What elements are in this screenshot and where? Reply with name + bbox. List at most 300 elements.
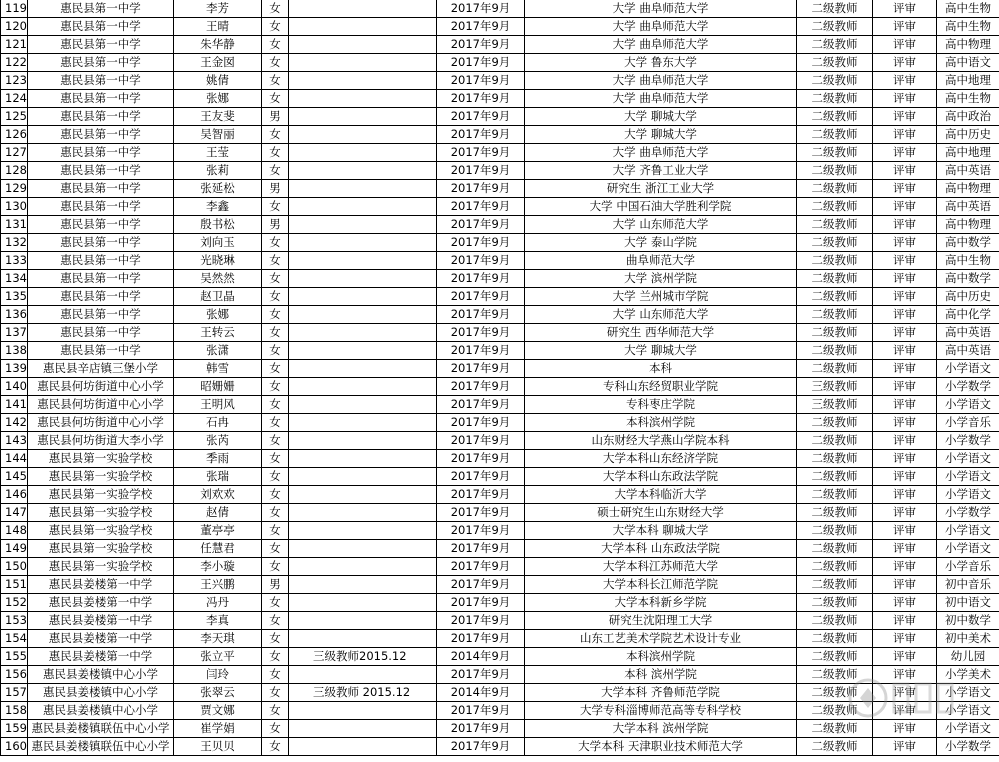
gender-cell: 女 — [262, 630, 289, 648]
title-cell: 二级教师 — [797, 126, 873, 144]
name-cell: 张潇 — [174, 342, 262, 360]
education-cell: 山东财经大学燕山学院本科 — [525, 432, 797, 450]
note-cell — [289, 396, 437, 414]
note-cell — [289, 738, 437, 756]
method-cell: 评审 — [873, 630, 937, 648]
name-cell: 冯丹 — [174, 594, 262, 612]
table-row — [1, 630, 999, 648]
education-cell: 大学专科淄博师范高等专科学校 — [525, 702, 797, 720]
note-cell — [289, 270, 437, 288]
school-cell: 惠民县姜楼镇中心小学 — [28, 684, 174, 702]
note-cell — [289, 612, 437, 630]
gender-cell: 女 — [262, 504, 289, 522]
subject-cell: 小学语文 — [937, 360, 999, 378]
subject-cell: 小学语文 — [937, 468, 999, 486]
name-cell: 刘欢欢 — [174, 486, 262, 504]
method-cell: 评审 — [873, 414, 937, 432]
title-cell: 二级教师 — [797, 594, 873, 612]
note-cell — [289, 162, 437, 180]
note-cell — [289, 378, 437, 396]
school-cell: 惠民县第一中学 — [28, 72, 174, 90]
title-cell: 二级教师 — [797, 702, 873, 720]
row-number: 142 — [1, 414, 28, 432]
subject-cell: 小学美术 — [937, 666, 999, 684]
date-cell: 2017年9月 — [437, 126, 525, 144]
gender-cell: 女 — [262, 324, 289, 342]
school-cell: 惠民县第一中学 — [28, 252, 174, 270]
row-number: 135 — [1, 288, 28, 306]
note-cell — [289, 144, 437, 162]
date-cell: 2017年9月 — [437, 0, 525, 18]
subject-cell: 幼儿园 — [937, 648, 999, 666]
table-row — [1, 738, 999, 756]
title-cell: 二级教师 — [797, 0, 873, 18]
note-cell — [289, 594, 437, 612]
method-cell: 评审 — [873, 432, 937, 450]
school-cell: 惠民县姜楼第一中学 — [28, 576, 174, 594]
table-row — [1, 378, 999, 396]
education-cell: 大学本科山东经济学院 — [525, 450, 797, 468]
row-number: 152 — [1, 594, 28, 612]
education-cell: 大学 曲阜师范大学 — [525, 0, 797, 18]
title-cell: 二级教师 — [797, 360, 873, 378]
title-cell: 三级教师 — [797, 396, 873, 414]
gender-cell: 女 — [262, 198, 289, 216]
row-number: 122 — [1, 54, 28, 72]
name-cell: 张翠云 — [174, 684, 262, 702]
date-cell: 2014年9月 — [437, 684, 525, 702]
method-cell: 评审 — [873, 306, 937, 324]
school-cell: 惠民县姜楼镇联伍中心小学 — [28, 738, 174, 756]
school-cell: 惠民县姜楼第一中学 — [28, 648, 174, 666]
school-cell: 惠民县第一中学 — [28, 54, 174, 72]
note-cell — [289, 486, 437, 504]
note-cell — [289, 90, 437, 108]
note-cell — [289, 414, 437, 432]
education-cell: 本科 滨州学院 — [525, 666, 797, 684]
table-row — [1, 180, 999, 198]
method-cell: 评审 — [873, 288, 937, 306]
method-cell: 评审 — [873, 396, 937, 414]
name-cell: 李小璇 — [174, 558, 262, 576]
subject-cell: 小学语文 — [937, 540, 999, 558]
gender-cell: 女 — [262, 648, 289, 666]
method-cell: 评审 — [873, 0, 937, 18]
name-cell: 殷书松 — [174, 216, 262, 234]
subject-cell: 高中历史 — [937, 288, 999, 306]
subject-cell: 高中数学 — [937, 234, 999, 252]
method-cell: 评审 — [873, 504, 937, 522]
school-cell: 惠民县姜楼第一中学 — [28, 630, 174, 648]
row-number: 150 — [1, 558, 28, 576]
education-cell: 硕士研究生山东财经大学 — [525, 504, 797, 522]
title-cell: 二级教师 — [797, 432, 873, 450]
row-number: 139 — [1, 360, 28, 378]
name-cell: 王明风 — [174, 396, 262, 414]
gender-cell: 女 — [262, 288, 289, 306]
note-cell — [289, 324, 437, 342]
subject-cell: 小学语文 — [937, 486, 999, 504]
table-row — [1, 324, 999, 342]
method-cell: 评审 — [873, 234, 937, 252]
school-cell: 惠民县第一实验学校 — [28, 486, 174, 504]
table-row — [1, 90, 999, 108]
date-cell: 2017年9月 — [437, 702, 525, 720]
education-cell: 大学 兰州城市学院 — [525, 288, 797, 306]
row-number: 136 — [1, 306, 28, 324]
name-cell: 张立平 — [174, 648, 262, 666]
gender-cell: 女 — [262, 252, 289, 270]
school-cell: 惠民县何坊街道大李小学 — [28, 432, 174, 450]
method-cell: 评审 — [873, 144, 937, 162]
row-number: 119 — [1, 0, 28, 18]
note-cell — [289, 18, 437, 36]
title-cell: 二级教师 — [797, 252, 873, 270]
education-cell: 大学本科 齐鲁师范学院 — [525, 684, 797, 702]
method-cell: 评审 — [873, 252, 937, 270]
school-cell: 惠民县第一中学 — [28, 216, 174, 234]
education-cell: 大学 齐鲁工业大学 — [525, 162, 797, 180]
note-cell — [289, 666, 437, 684]
title-cell: 二级教师 — [797, 576, 873, 594]
table-row — [1, 288, 999, 306]
school-cell: 惠民县第一实验学校 — [28, 522, 174, 540]
method-cell: 评审 — [873, 270, 937, 288]
gender-cell: 女 — [262, 702, 289, 720]
subject-cell: 初中美术 — [937, 630, 999, 648]
subject-cell: 高中政治 — [937, 108, 999, 126]
gender-cell: 女 — [262, 90, 289, 108]
gender-cell: 女 — [262, 486, 289, 504]
date-cell: 2017年9月 — [437, 180, 525, 198]
education-cell: 大学 聊城大学 — [525, 126, 797, 144]
school-cell: 惠民县何坊街道中心小学 — [28, 378, 174, 396]
table-row — [1, 396, 999, 414]
name-cell: 赵卫晶 — [174, 288, 262, 306]
method-cell: 评审 — [873, 612, 937, 630]
title-cell: 二级教师 — [797, 216, 873, 234]
note-cell — [289, 108, 437, 126]
school-cell: 惠民县姜楼镇中心小学 — [28, 666, 174, 684]
note-cell: 三级教师2015.12 — [289, 648, 437, 666]
table-row — [1, 306, 999, 324]
gender-cell: 女 — [262, 36, 289, 54]
method-cell: 评审 — [873, 162, 937, 180]
subject-cell: 高中地理 — [937, 72, 999, 90]
note-cell — [289, 450, 437, 468]
name-cell: 昭姗姗 — [174, 378, 262, 396]
school-cell: 惠民县第一实验学校 — [28, 450, 174, 468]
method-cell: 评审 — [873, 126, 937, 144]
table-row — [1, 522, 999, 540]
gender-cell: 女 — [262, 342, 289, 360]
education-cell: 研究生沈阳理工大学 — [525, 612, 797, 630]
education-cell: 大学 泰山学院 — [525, 234, 797, 252]
school-cell: 惠民县姜楼镇联伍中心小学 — [28, 720, 174, 738]
education-cell: 研究生 西华师范大学 — [525, 324, 797, 342]
school-cell: 惠民县姜楼镇中心小学 — [28, 702, 174, 720]
note-cell — [289, 576, 437, 594]
school-cell: 惠民县第一中学 — [28, 36, 174, 54]
subject-cell: 小学语文 — [937, 450, 999, 468]
gender-cell: 女 — [262, 162, 289, 180]
row-number: 123 — [1, 72, 28, 90]
school-cell: 惠民县姜楼第一中学 — [28, 594, 174, 612]
date-cell: 2017年9月 — [437, 558, 525, 576]
school-cell: 惠民县第一中学 — [28, 180, 174, 198]
name-cell: 吴智丽 — [174, 126, 262, 144]
date-cell: 2017年9月 — [437, 576, 525, 594]
table-row — [1, 684, 999, 702]
education-cell: 山东工艺美术学院艺术设计专业 — [525, 630, 797, 648]
title-cell: 二级教师 — [797, 108, 873, 126]
gender-cell: 女 — [262, 396, 289, 414]
subject-cell: 小学数学 — [937, 504, 999, 522]
method-cell: 评审 — [873, 36, 937, 54]
table-row — [1, 144, 999, 162]
table-row — [1, 18, 999, 36]
subject-cell: 小学语文 — [937, 522, 999, 540]
title-cell: 二级教师 — [797, 342, 873, 360]
gender-cell: 女 — [262, 738, 289, 756]
gender-cell: 女 — [262, 144, 289, 162]
date-cell: 2017年9月 — [437, 198, 525, 216]
education-cell: 大学本科山东政法学院 — [525, 468, 797, 486]
note-cell — [289, 360, 437, 378]
subject-cell: 小学语文 — [937, 684, 999, 702]
date-cell: 2017年9月 — [437, 468, 525, 486]
table-row — [1, 36, 999, 54]
note-cell — [289, 126, 437, 144]
row-number: 133 — [1, 252, 28, 270]
subject-cell: 高中生物 — [937, 0, 999, 18]
education-cell: 大学本科 聊城大学 — [525, 522, 797, 540]
subject-cell: 高中化学 — [937, 306, 999, 324]
name-cell: 张瑞 — [174, 468, 262, 486]
gender-cell: 女 — [262, 270, 289, 288]
note-cell — [289, 702, 437, 720]
subject-cell: 初中音乐 — [937, 576, 999, 594]
education-cell: 大学本科新乡学院 — [525, 594, 797, 612]
title-cell: 二级教师 — [797, 522, 873, 540]
row-number: 156 — [1, 666, 28, 684]
name-cell: 刘向玉 — [174, 234, 262, 252]
table-row — [1, 72, 999, 90]
school-cell: 惠民县第一实验学校 — [28, 468, 174, 486]
date-cell: 2017年9月 — [437, 324, 525, 342]
method-cell: 评审 — [873, 576, 937, 594]
method-cell: 评审 — [873, 486, 937, 504]
date-cell: 2017年9月 — [437, 72, 525, 90]
gender-cell: 女 — [262, 720, 289, 738]
note-cell — [289, 216, 437, 234]
title-cell: 二级教师 — [797, 684, 873, 702]
note-cell — [289, 432, 437, 450]
date-cell: 2017年9月 — [437, 594, 525, 612]
method-cell: 评审 — [873, 702, 937, 720]
note-cell — [289, 252, 437, 270]
method-cell: 评审 — [873, 648, 937, 666]
name-cell: 韩雪 — [174, 360, 262, 378]
school-cell: 惠民县辛店镇三堡小学 — [28, 360, 174, 378]
education-cell: 本科 — [525, 360, 797, 378]
name-cell: 任慧君 — [174, 540, 262, 558]
education-cell: 大学 中国石油大学胜利学院 — [525, 198, 797, 216]
date-cell: 2017年9月 — [437, 486, 525, 504]
table-row — [1, 198, 999, 216]
date-cell: 2017年9月 — [437, 738, 525, 756]
school-cell: 惠民县第一实验学校 — [28, 540, 174, 558]
note-cell — [289, 306, 437, 324]
note-cell — [289, 468, 437, 486]
gender-cell: 女 — [262, 72, 289, 90]
education-cell: 专科枣庄学院 — [525, 396, 797, 414]
gender-cell: 女 — [262, 594, 289, 612]
method-cell: 评审 — [873, 108, 937, 126]
row-number: 157 — [1, 684, 28, 702]
method-cell: 评审 — [873, 522, 937, 540]
date-cell: 2017年9月 — [437, 666, 525, 684]
row-number: 151 — [1, 576, 28, 594]
name-cell: 闫玲 — [174, 666, 262, 684]
name-cell: 光晓琳 — [174, 252, 262, 270]
education-cell: 大学 曲阜师范大学 — [525, 18, 797, 36]
date-cell: 2017年9月 — [437, 414, 525, 432]
method-cell: 评审 — [873, 720, 937, 738]
table-row — [1, 432, 999, 450]
title-cell: 二级教师 — [797, 324, 873, 342]
title-cell: 二级教师 — [797, 504, 873, 522]
gender-cell: 女 — [262, 54, 289, 72]
education-cell: 大学 滨州学院 — [525, 270, 797, 288]
note-cell — [289, 198, 437, 216]
title-cell: 二级教师 — [797, 36, 873, 54]
row-number: 134 — [1, 270, 28, 288]
date-cell: 2017年9月 — [437, 612, 525, 630]
note-cell — [289, 36, 437, 54]
date-cell: 2017年9月 — [437, 306, 525, 324]
table-row — [1, 216, 999, 234]
date-cell: 2017年9月 — [437, 450, 525, 468]
note-cell — [289, 288, 437, 306]
title-cell: 二级教师 — [797, 144, 873, 162]
gender-cell: 女 — [262, 450, 289, 468]
table-row — [1, 450, 999, 468]
subject-cell: 高中英语 — [937, 342, 999, 360]
title-cell: 二级教师 — [797, 486, 873, 504]
title-cell: 二级教师 — [797, 72, 873, 90]
subject-cell: 小学语文 — [937, 702, 999, 720]
method-cell: 评审 — [873, 558, 937, 576]
note-cell — [289, 72, 437, 90]
row-number: 132 — [1, 234, 28, 252]
gender-cell: 女 — [262, 558, 289, 576]
table-row — [1, 360, 999, 378]
row-number: 130 — [1, 198, 28, 216]
title-cell: 二级教师 — [797, 558, 873, 576]
note-cell — [289, 720, 437, 738]
title-cell: 二级教师 — [797, 90, 873, 108]
row-number: 158 — [1, 702, 28, 720]
row-number: 148 — [1, 522, 28, 540]
date-cell: 2017年9月 — [437, 234, 525, 252]
table-row — [1, 414, 999, 432]
method-cell: 评审 — [873, 666, 937, 684]
education-cell: 研究生 浙江工业大学 — [525, 180, 797, 198]
table-row — [1, 648, 999, 666]
title-cell: 二级教师 — [797, 180, 873, 198]
education-cell: 大学本科 滨州学院 — [525, 720, 797, 738]
name-cell: 贾文娜 — [174, 702, 262, 720]
table-row — [1, 234, 999, 252]
name-cell: 王莹 — [174, 144, 262, 162]
subject-cell: 初中语文 — [937, 594, 999, 612]
table-row — [1, 126, 999, 144]
date-cell: 2017年9月 — [437, 144, 525, 162]
name-cell: 王贝贝 — [174, 738, 262, 756]
name-cell: 张娜 — [174, 306, 262, 324]
row-number: 138 — [1, 342, 28, 360]
table-row — [1, 576, 999, 594]
note-cell — [289, 234, 437, 252]
subject-cell: 高中地理 — [937, 144, 999, 162]
gender-cell: 女 — [262, 684, 289, 702]
education-cell: 大学 曲阜师范大学 — [525, 144, 797, 162]
title-cell: 二级教师 — [797, 450, 873, 468]
date-cell: 2017年9月 — [437, 162, 525, 180]
gender-cell: 女 — [262, 522, 289, 540]
name-cell: 赵倩 — [174, 504, 262, 522]
subject-cell: 小学语文 — [937, 720, 999, 738]
gender-cell: 女 — [262, 360, 289, 378]
title-cell: 二级教师 — [797, 648, 873, 666]
row-number: 160 — [1, 738, 28, 756]
date-cell: 2017年9月 — [437, 54, 525, 72]
name-cell: 张莉 — [174, 162, 262, 180]
row-number: 137 — [1, 324, 28, 342]
school-cell: 惠民县第一中学 — [28, 234, 174, 252]
date-cell: 2017年9月 — [437, 216, 525, 234]
name-cell: 崔学娟 — [174, 720, 262, 738]
note-cell — [289, 0, 437, 18]
title-cell: 二级教师 — [797, 18, 873, 36]
method-cell: 评审 — [873, 216, 937, 234]
title-cell: 二级教师 — [797, 612, 873, 630]
education-cell: 大学 山东师范大学 — [525, 216, 797, 234]
subject-cell: 高中生物 — [937, 90, 999, 108]
subject-cell: 小学语文 — [937, 396, 999, 414]
education-cell: 本科滨州学院 — [525, 648, 797, 666]
education-cell: 大学本科长江师范学院 — [525, 576, 797, 594]
method-cell: 评审 — [873, 180, 937, 198]
date-cell: 2017年9月 — [437, 108, 525, 126]
date-cell: 2017年9月 — [437, 36, 525, 54]
subject-cell: 高中英语 — [937, 198, 999, 216]
school-cell: 惠民县第一中学 — [28, 144, 174, 162]
row-number: 144 — [1, 450, 28, 468]
row-number: 153 — [1, 612, 28, 630]
school-cell: 惠民县第一中学 — [28, 18, 174, 36]
method-cell: 评审 — [873, 378, 937, 396]
title-cell: 二级教师 — [797, 198, 873, 216]
table-row — [1, 342, 999, 360]
row-number: 154 — [1, 630, 28, 648]
method-cell: 评审 — [873, 684, 937, 702]
row-number: 128 — [1, 162, 28, 180]
school-cell: 惠民县第一中学 — [28, 0, 174, 18]
note-cell — [289, 558, 437, 576]
row-number: 145 — [1, 468, 28, 486]
